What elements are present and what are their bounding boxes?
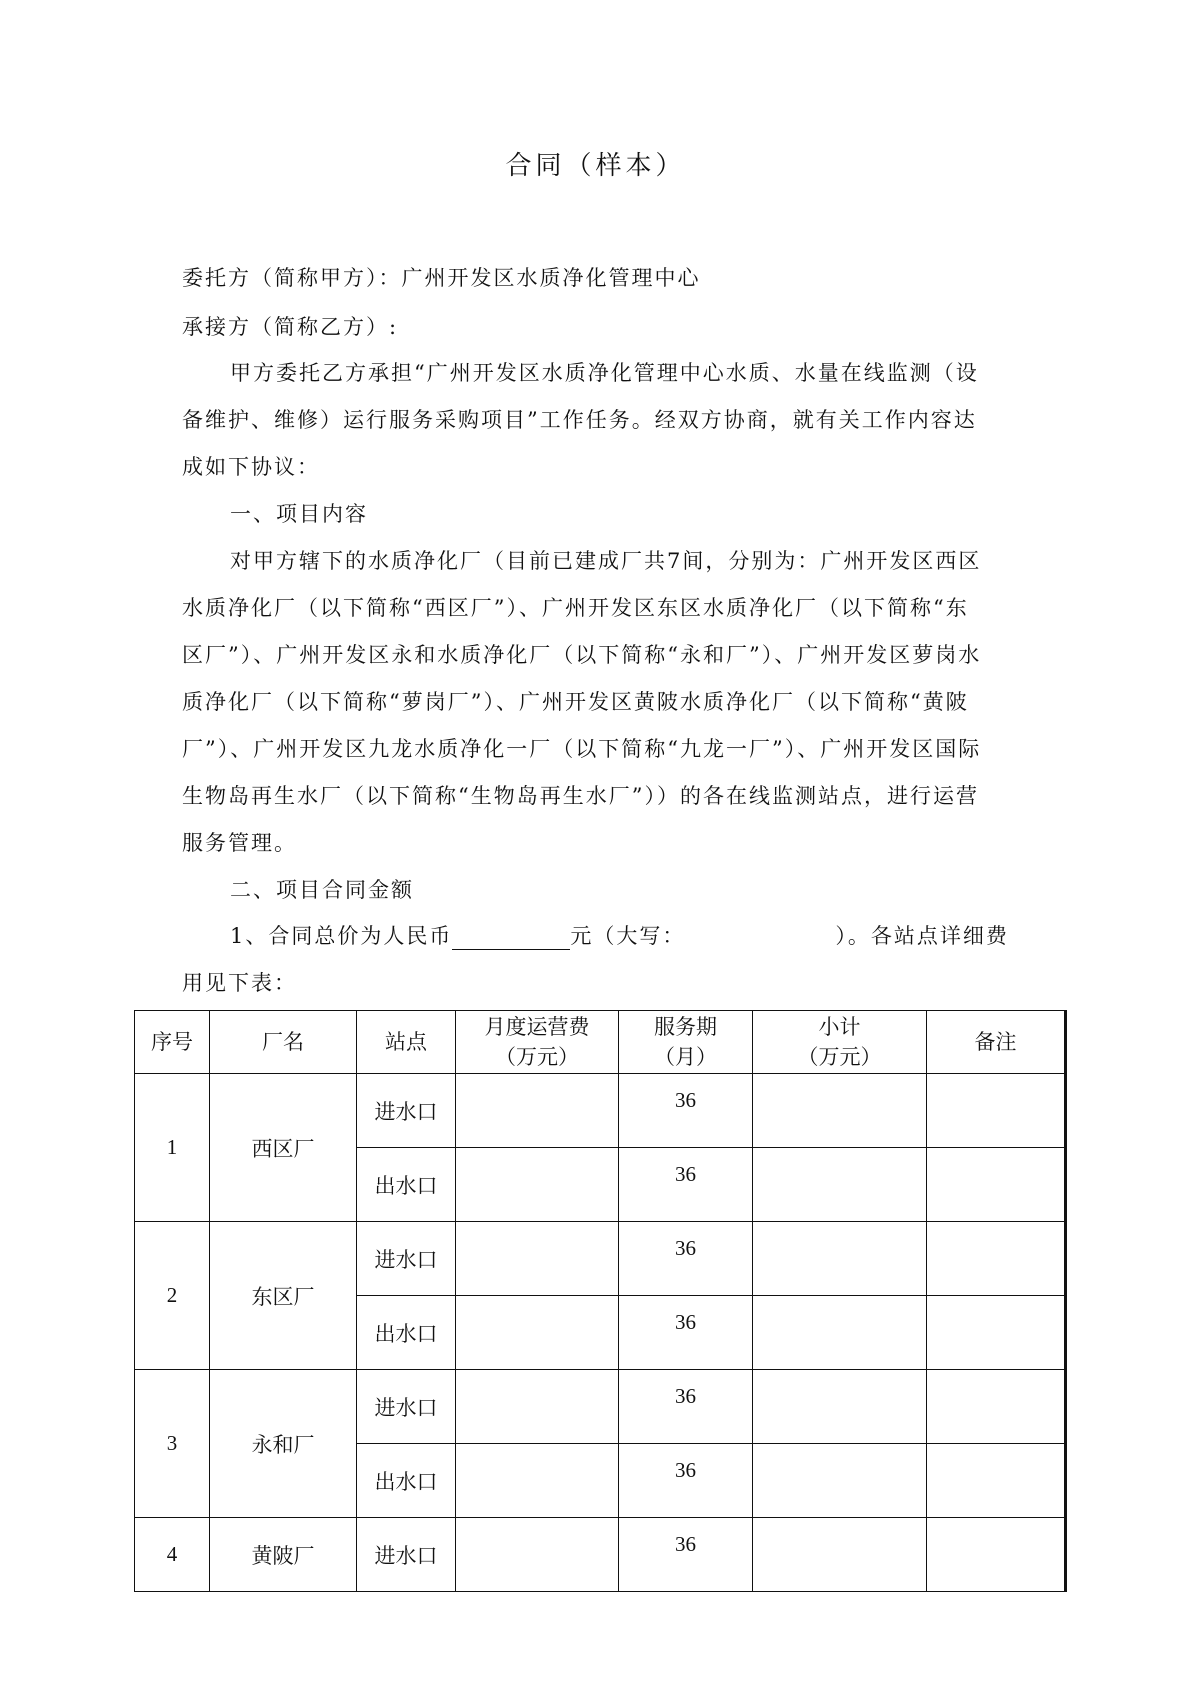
cell-period: 36 xyxy=(619,1222,753,1296)
cell-remark xyxy=(927,1148,1066,1222)
cell-remark xyxy=(927,1296,1066,1370)
paragraph-line: 服务管理。 xyxy=(182,831,297,855)
cell-subtotal xyxy=(753,1518,927,1592)
cell-remark xyxy=(927,1518,1066,1592)
cell-plant: 黄陂厂 xyxy=(210,1518,357,1592)
cell-subtotal xyxy=(753,1296,927,1370)
cell-period: 36 xyxy=(619,1444,753,1518)
cell-no: 3 xyxy=(135,1370,210,1518)
section-heading-1: 一、项目内容 xyxy=(230,502,368,526)
paragraph-line: 对甲方辖下的水质净化厂（目前已建成厂共7间，分别为：广州开发区西区 xyxy=(230,549,982,573)
cell-remark xyxy=(927,1370,1066,1444)
paragraph-line: 厂”）、广州开发区九龙水质净化一厂（以下简称“九龙一厂”）、广州开发区国际 xyxy=(182,737,982,761)
cell-remark xyxy=(927,1444,1066,1518)
paragraph-line: 质净化厂（以下简称“萝岗厂”）、广州开发区黄陂水质净化厂（以下简称“黄陂 xyxy=(182,690,969,714)
price-prefix: 1、合同总价为人民币 xyxy=(230,924,453,948)
cell-site: 进水口 xyxy=(357,1370,456,1444)
price-mid: 元（大写： xyxy=(570,924,686,948)
cell-period: 36 xyxy=(619,1518,753,1592)
cell-site: 出水口 xyxy=(357,1148,456,1222)
cell-period: 36 xyxy=(619,1074,753,1148)
table-row xyxy=(135,1370,1066,1444)
cell-site: 进水口 xyxy=(357,1222,456,1296)
cell-subtotal xyxy=(753,1222,927,1296)
cell-subtotal xyxy=(753,1444,927,1518)
cell-no: 4 xyxy=(135,1518,210,1592)
price-suffix: ）。各站点详细费 xyxy=(835,924,1009,948)
header-subtotal: 小计 （万元） xyxy=(753,1011,927,1074)
header-remark: 备注 xyxy=(927,1011,1066,1074)
cell-subtotal xyxy=(753,1148,927,1222)
paragraph-line: 备维护、维修）运行服务采购项目”工作任务。经双方协商，就有关工作内容达 xyxy=(182,408,977,432)
cell-no: 1 xyxy=(135,1074,210,1222)
cell-monthly-fee xyxy=(456,1518,619,1592)
party-a-line: 委托方（简称甲方）：广州开发区水质净化管理中心 xyxy=(182,266,701,290)
cell-period: 36 xyxy=(619,1296,753,1370)
cell-plant: 永和厂 xyxy=(210,1370,357,1518)
cell-monthly-fee xyxy=(456,1074,619,1148)
fee-table xyxy=(134,1010,1067,1592)
cell-site: 出水口 xyxy=(357,1444,456,1518)
header-service-period: 服务期 （月） xyxy=(619,1011,753,1074)
cell-period: 36 xyxy=(619,1148,753,1222)
header-no: 序号 xyxy=(135,1011,210,1074)
cell-subtotal xyxy=(753,1370,927,1444)
table-row xyxy=(135,1222,1066,1296)
party-b-line: 承接方（简称乙方）: xyxy=(182,315,399,339)
paragraph-line: 甲方委托乙方承担“广州开发区水质净化管理中心水质、水量在线监测（设 xyxy=(230,361,979,385)
cell-remark xyxy=(927,1222,1066,1296)
table-header-row xyxy=(135,1011,1066,1074)
cell-remark xyxy=(927,1074,1066,1148)
section-heading-2: 二、项目合同金额 xyxy=(230,878,414,902)
cell-site: 出水口 xyxy=(357,1296,456,1370)
contract-title: 合同（样本） xyxy=(505,151,686,181)
cell-monthly-fee xyxy=(456,1370,619,1444)
cell-monthly-fee xyxy=(456,1444,619,1518)
cell-site: 进水口 xyxy=(357,1518,456,1592)
cell-monthly-fee xyxy=(456,1222,619,1296)
paragraph-line: 生物岛再生水厂（以下简称“生物岛再生水厂”））的各在线监测站点，进行运营 xyxy=(182,784,979,808)
table-row xyxy=(135,1074,1066,1148)
header-monthly-fee: 月度运营费 （万元） xyxy=(456,1011,619,1074)
cell-period: 36 xyxy=(619,1370,753,1444)
cell-monthly-fee xyxy=(456,1296,619,1370)
amount-blank xyxy=(452,927,570,950)
cell-site: 进水口 xyxy=(357,1074,456,1148)
price-line-cont: 用见下表： xyxy=(182,971,297,995)
paragraph-line: 成如下协议： xyxy=(182,455,320,479)
cell-no: 2 xyxy=(135,1222,210,1370)
cell-subtotal xyxy=(753,1074,927,1148)
paragraph-line: 水质净化厂（以下简称“西区厂”）、广州开发区东区水质净化厂（以下简称“东 xyxy=(182,596,969,620)
price-line xyxy=(230,920,1017,950)
cell-plant: 西区厂 xyxy=(210,1074,357,1222)
paragraph-line: 区厂”）、广州开发区永和水质净化厂（以下简称“永和厂”）、广州开发区萝岗水 xyxy=(182,643,982,667)
header-plant: 厂名 xyxy=(210,1011,357,1074)
table-row xyxy=(135,1518,1066,1592)
header-site: 站点 xyxy=(357,1011,456,1074)
cell-monthly-fee xyxy=(456,1148,619,1222)
cell-plant: 东区厂 xyxy=(210,1222,357,1370)
